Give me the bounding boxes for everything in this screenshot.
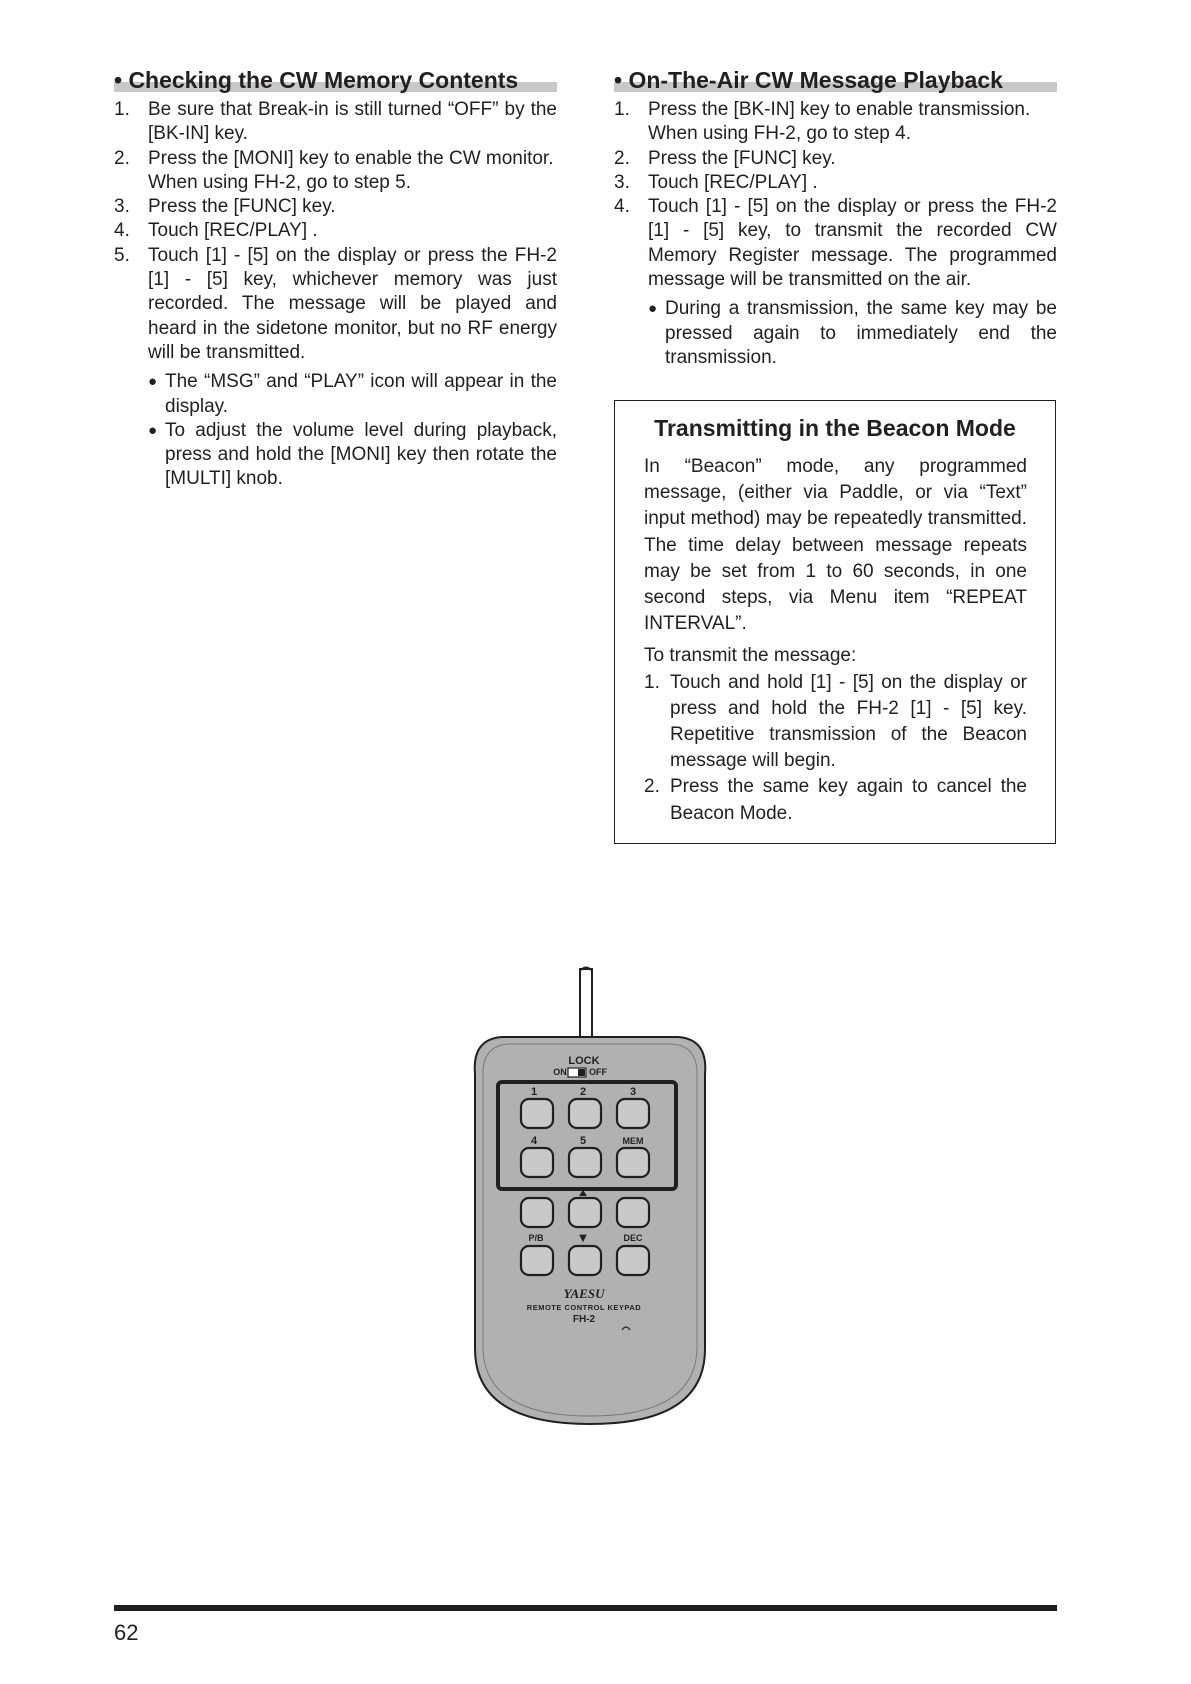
beacon-lead: To transmit the message: bbox=[644, 645, 857, 667]
list-item: 4. Touch [1] - [5] on the display or press the FH-2 [1] - [5] key, to transmit the recorded CW Memory Register message. The programmed message will be transmitted on the air. ● During a transmission, the same key may be pressed again to immediately end the transmission. bbox=[614, 195, 1057, 370]
key-5 bbox=[569, 1148, 601, 1177]
list-item: 3. Touch [REC/PLAY] . bbox=[614, 171, 818, 193]
svg-text:3: 3 bbox=[629, 1086, 637, 1098]
keypad-body bbox=[475, 1037, 706, 1424]
list-item: 1. Touch and hold [1] - [5] on the display or press and hold the FH-2 [1] - [5] key. Repetitive transmission of the Beacon message will begin. bbox=[644, 671, 1027, 772]
key-1 bbox=[521, 1099, 553, 1128]
brand-logo: YAESU bbox=[563, 1286, 605, 1301]
list-item: 2. Press the [MONI] key to enable the CW monitor. When using FH-2, go to step 5. bbox=[114, 147, 554, 193]
key-row3-mid bbox=[569, 1198, 601, 1227]
keypad-subtitle: REMOTE CONTROL KEYPAD bbox=[526, 1303, 642, 1312]
key-row3-right bbox=[617, 1198, 649, 1227]
lock-label: LOCK bbox=[568, 1055, 600, 1067]
list-item: 1. Press the [BK-IN] key to enable transmission. When using FH-2, go to step 4. bbox=[614, 99, 1031, 145]
svg-text:2: 2 bbox=[579, 1086, 587, 1098]
list-item: 2. Press the same key again to cancel the Beacon Mode. bbox=[644, 776, 1027, 824]
checking-steps bbox=[114, 98, 557, 492]
key-4 bbox=[521, 1148, 553, 1177]
svg-text:1: 1 bbox=[530, 1086, 538, 1098]
key-3 bbox=[617, 1099, 649, 1128]
key-2 bbox=[569, 1099, 601, 1128]
list-item: 4. Touch [REC/PLAY] . bbox=[114, 220, 318, 242]
beacon-title: Transmitting in the Beacon Mode bbox=[654, 415, 1016, 441]
bullet-list bbox=[148, 370, 557, 491]
list-item: 5. Touch [1] - [5] on the display or press the FH-2 [1] - [5] key, whichever memory was just recorded. The message will be played and heard in the sidetone monitor, but no RF energy will be transmitted. ● The “MSG” and “PLAY” icon will appear in the display. ● To adjust the volume level during playback, press and hold the [MONI] key then rotate the [MULTI] knob. bbox=[114, 244, 557, 492]
playback-steps bbox=[614, 98, 1057, 370]
bullet-item: ● The “MSG” and “PLAY” icon will appear in the display. bbox=[148, 371, 557, 417]
lock-off-label: OFF bbox=[589, 1067, 607, 1077]
right-column bbox=[614, 66, 1057, 370]
svg-text:5: 5 bbox=[579, 1135, 587, 1147]
lock-on-label: ON bbox=[553, 1067, 567, 1077]
section-title-checking: • Checking the CW Memory Contents bbox=[114, 66, 557, 95]
list-item: 1. Be sure that Break-in is still turned “OFF” by the [BK-IN] key. bbox=[114, 99, 557, 145]
list-item: 3. Press the [FUNC] key. bbox=[114, 196, 336, 218]
keypad-model: FH-2 bbox=[572, 1314, 596, 1325]
svg-text:P/B: P/B bbox=[528, 1233, 544, 1243]
svg-text:4: 4 bbox=[530, 1135, 538, 1147]
section-title-playback: • On-The-Air CW Message Playback bbox=[614, 66, 1057, 95]
footer-rule bbox=[114, 1605, 1057, 1611]
beacon-mode-box bbox=[614, 400, 1056, 844]
keypad-drawing bbox=[470, 964, 710, 1429]
bullet-list bbox=[648, 297, 1057, 370]
svg-text:▼: ▼ bbox=[579, 1233, 587, 1244]
cable bbox=[580, 969, 592, 1037]
bullet-item: ● To adjust the volume level during playback, press and hold the [MONI] key then rotate the [MULTI] knob. bbox=[148, 419, 557, 490]
beacon-intro: In “Beacon” mode, any programmed message, (either via Paddle, or via “Text” input method) may be repeatedly transmitted. The time delay between message repeats may be set from 1 to 60 seconds, in one second steps, via Menu item “REPEAT INTERVAL”. bbox=[644, 456, 1027, 635]
key-pb bbox=[521, 1246, 553, 1275]
list-item: 2. Press the [FUNC] key. bbox=[614, 147, 836, 169]
key-down bbox=[569, 1246, 601, 1275]
svg-text:MEM: MEM bbox=[622, 1136, 644, 1146]
key-dec bbox=[617, 1246, 649, 1275]
left-column bbox=[114, 66, 557, 492]
svg-text:DEC: DEC bbox=[623, 1233, 643, 1243]
page-number: 62 bbox=[114, 1620, 139, 1645]
fh2-keypad-illustration bbox=[470, 964, 710, 1434]
beacon-steps bbox=[644, 670, 1027, 827]
key-row3-left bbox=[521, 1198, 553, 1227]
bullet-item: ● During a transmission, the same key may be pressed again to immediately end the transmission. bbox=[648, 298, 1057, 368]
key-mem bbox=[617, 1148, 649, 1177]
